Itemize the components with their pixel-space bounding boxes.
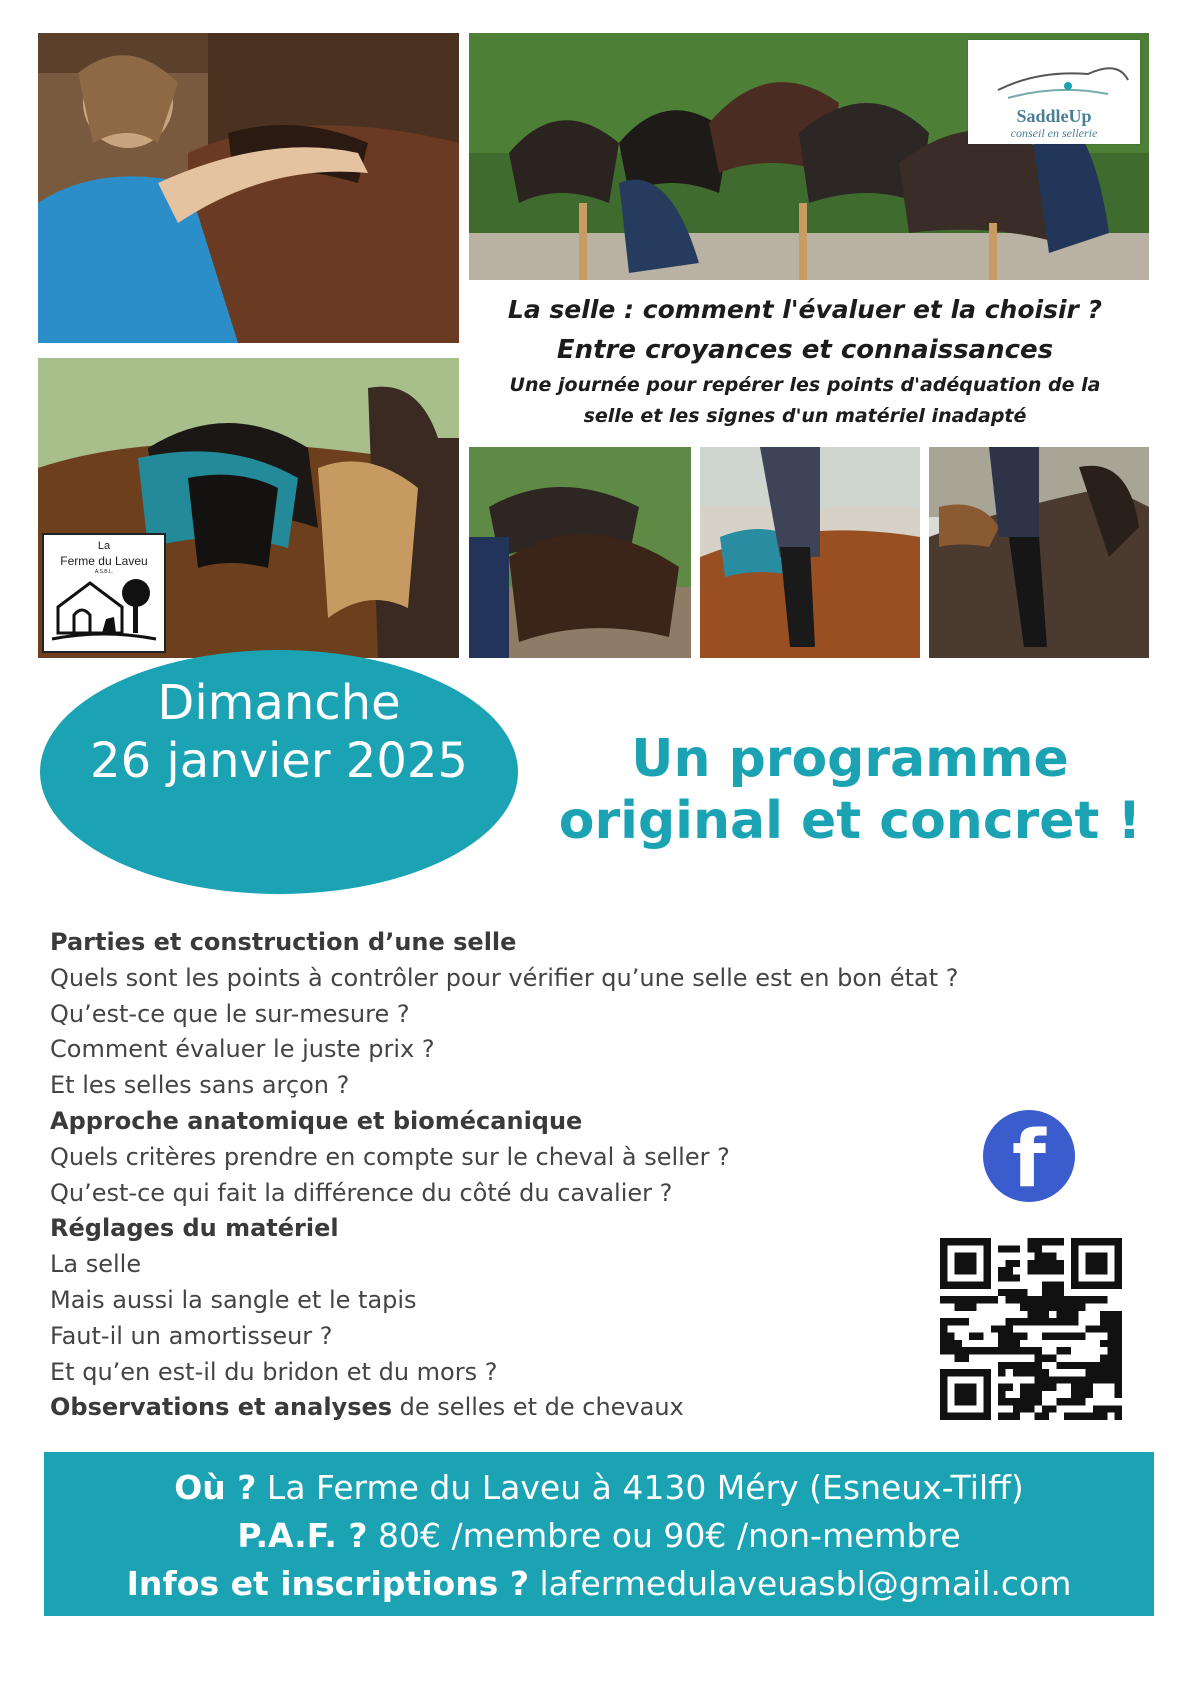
saddleup-logo (968, 40, 1140, 144)
program-text: Quels critères prendre en compte sur le cheval à seller ? (50, 1142, 730, 1171)
event-date-day: Dimanche (157, 675, 401, 731)
program-item (50, 1176, 1110, 1212)
headline-description-line1: Une journée pour repérer les points d'adéquation de la (509, 374, 1101, 396)
headline-description-line2: selle et les signes d'un matériel inadapté (583, 405, 1027, 427)
program-item (50, 1140, 1110, 1176)
info-box (44, 1452, 1154, 1616)
program-text: Qu’est-ce que le sur-mesure ? (50, 999, 410, 1028)
program-text: Mais aussi la sangle et le tapis (50, 1285, 417, 1314)
photo-saddle-fitting (38, 33, 459, 343)
program-item (50, 961, 1110, 997)
program-text: de selles et de chevaux (392, 1393, 684, 1422)
event-date (40, 674, 518, 790)
info-contact-label: Infos et inscriptions ? (126, 1564, 529, 1603)
program-heading: Observations et analyses (50, 1393, 393, 1422)
ferme-logo-line3: A.S.B.L. (94, 569, 114, 575)
promo-line2: original et concret ! (558, 791, 1142, 851)
program-text: Et qu’en est-il du bridon et du mors ? (50, 1357, 498, 1386)
saddleup-logo-tagline: conseil en sellerie (1010, 126, 1098, 140)
program-text: Et les selles sans arçon ? (50, 1071, 350, 1100)
info-contact-email[interactable]: lafermedulaveuasbl@gmail.com (528, 1564, 1072, 1603)
program-heading: Réglages du matériel (50, 1214, 339, 1243)
program-item (50, 1032, 1110, 1068)
program-item (50, 1104, 1110, 1140)
program-text: La selle (50, 1250, 142, 1279)
program-item (50, 997, 1110, 1033)
program-item (50, 1068, 1110, 1104)
photo-rider-on-bay-horse (929, 447, 1149, 658)
saddleup-logo-name: SaddleUp (1016, 106, 1092, 126)
info-where-label: Où ? (174, 1468, 257, 1507)
info-where-value: La Ferme du Laveu à 4130 Méry (Esneux-Tilff) (256, 1468, 1024, 1507)
program-heading: Approche anatomique et biomécanique (50, 1106, 583, 1135)
info-contact (44, 1560, 1154, 1608)
program-heading: Parties et construction d’une selle (50, 928, 517, 956)
facebook-glyph: f (1012, 1115, 1046, 1205)
program-text: Comment évaluer le juste prix ? (50, 1035, 435, 1064)
photo-rider-on-chestnut-horse (700, 447, 920, 658)
promo-text (540, 728, 1160, 852)
ferme-du-laveu-logo (42, 533, 166, 653)
ferme-logo-line2: Ferme du Laveu (60, 554, 148, 568)
event-headline (470, 290, 1140, 432)
program-text: Faut-il un amortisseur ? (50, 1321, 333, 1350)
info-paf-label: P.A.F. ? (237, 1516, 368, 1555)
headline-title: La selle : comment l'évaluer et la choisir ? (507, 295, 1103, 324)
info-where (44, 1464, 1154, 1512)
program-text: Quels sont les points à contrôler pour vérifier qu’une selle est en bon état ? (50, 963, 959, 992)
promo-line1: Un programme (631, 729, 1069, 789)
event-date-full: 26 janvier 2025 (90, 733, 468, 789)
ferme-logo-line1: La (97, 540, 111, 552)
info-paf (44, 1512, 1154, 1560)
qr-code-icon[interactable] (940, 1238, 1122, 1420)
headline-subtitle: Entre croyances et connaissances (556, 335, 1054, 365)
program-text: Qu’est-ce qui fait la différence du côté du cavalier ? (50, 1178, 673, 1207)
photo-saddle-closeup (469, 447, 691, 658)
program-item (50, 925, 1110, 961)
info-paf-value: 80€ /membre ou 90€ /non-membre (367, 1516, 961, 1555)
facebook-icon[interactable] (983, 1110, 1075, 1205)
